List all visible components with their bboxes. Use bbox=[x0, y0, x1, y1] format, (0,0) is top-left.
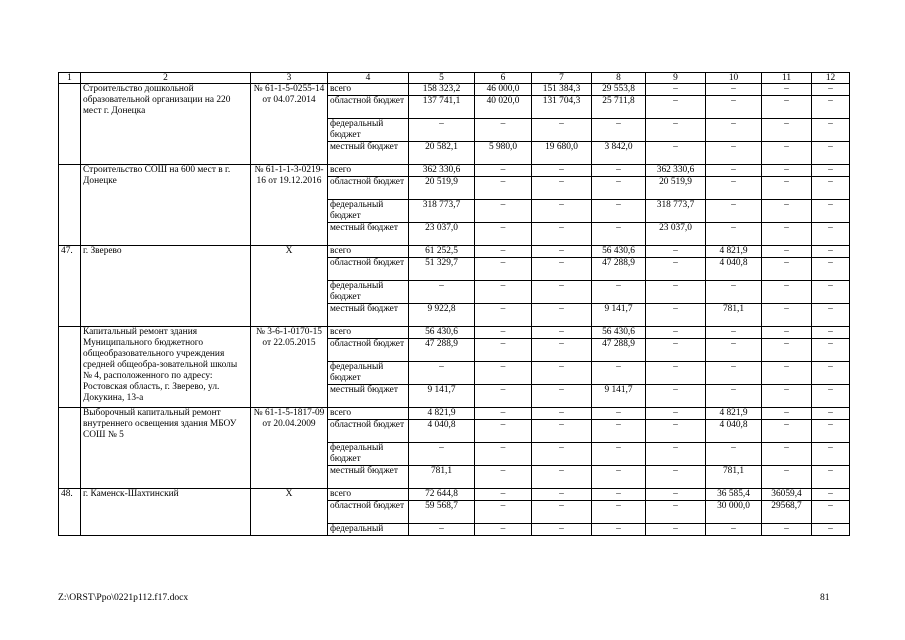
value-cell: 29 553,8 bbox=[592, 84, 646, 96]
value-cell: – bbox=[812, 165, 850, 177]
object-name: Выборочный капитальный ремонт внутреннего освещения здания МБОУ СОШ № 5 bbox=[81, 408, 251, 489]
value-cell: – bbox=[475, 489, 532, 501]
value-cell: 9 141,7 bbox=[409, 385, 475, 408]
value-cell: – bbox=[762, 142, 812, 165]
value-cell: – bbox=[812, 96, 850, 119]
value-cell: – bbox=[706, 339, 762, 362]
value-cell: 56 430,6 bbox=[592, 246, 646, 258]
value-cell: – bbox=[592, 165, 646, 177]
value-cell: – bbox=[592, 443, 646, 466]
value-cell: – bbox=[532, 501, 592, 524]
value-cell: 3 842,0 bbox=[592, 142, 646, 165]
value-cell: – bbox=[646, 119, 706, 142]
value-cell: – bbox=[532, 443, 592, 466]
value-cell: – bbox=[762, 339, 812, 362]
value-cell: – bbox=[812, 177, 850, 200]
row-number bbox=[59, 165, 81, 246]
value-cell: – bbox=[592, 119, 646, 142]
value-cell: 23 037,0 bbox=[646, 223, 706, 246]
value-cell: – bbox=[646, 420, 706, 443]
value-cell: – bbox=[762, 223, 812, 246]
value-cell: – bbox=[475, 327, 532, 339]
table-row bbox=[59, 489, 850, 501]
value-cell: 318 773,7 bbox=[646, 200, 706, 223]
document-ref: № 61-1-5-0255-14 от 04.07.2014 bbox=[251, 84, 328, 165]
value-cell: – bbox=[646, 466, 706, 489]
value-cell: – bbox=[812, 501, 850, 524]
value-cell: – bbox=[532, 281, 592, 304]
value-cell: – bbox=[646, 246, 706, 258]
value-cell: – bbox=[592, 281, 646, 304]
header-cell: 11 bbox=[762, 73, 812, 84]
value-cell: – bbox=[532, 408, 592, 420]
value-cell: – bbox=[646, 258, 706, 281]
value-cell: – bbox=[646, 339, 706, 362]
value-cell: – bbox=[475, 165, 532, 177]
value-cell: – bbox=[592, 200, 646, 223]
value-cell: – bbox=[646, 327, 706, 339]
value-cell: – bbox=[706, 165, 762, 177]
row-number bbox=[59, 408, 81, 489]
row-number: 48. bbox=[59, 489, 81, 536]
budget-category: всего bbox=[328, 246, 409, 258]
value-cell: 137 741,1 bbox=[409, 96, 475, 119]
header-cell: 7 bbox=[532, 73, 592, 84]
budget-category: областной бюджет bbox=[328, 96, 409, 119]
value-cell: – bbox=[532, 304, 592, 327]
value-cell: 19 680,0 bbox=[532, 142, 592, 165]
table-body bbox=[59, 73, 850, 536]
value-cell: – bbox=[812, 466, 850, 489]
value-cell: – bbox=[762, 420, 812, 443]
value-cell: – bbox=[475, 339, 532, 362]
value-cell: – bbox=[532, 200, 592, 223]
value-cell: – bbox=[812, 223, 850, 246]
value-cell: – bbox=[592, 177, 646, 200]
budget-category: местный бюджет bbox=[328, 385, 409, 408]
value-cell: – bbox=[532, 466, 592, 489]
header-cell: 9 bbox=[646, 73, 706, 84]
header-cell: 1 bbox=[59, 73, 81, 84]
value-cell: 318 773,7 bbox=[409, 200, 475, 223]
value-cell: – bbox=[475, 420, 532, 443]
budget-category: местный бюджет bbox=[328, 466, 409, 489]
value-cell: 36059,4 bbox=[762, 489, 812, 501]
value-cell: – bbox=[812, 281, 850, 304]
document-ref: X bbox=[251, 246, 328, 327]
value-cell: – bbox=[646, 489, 706, 501]
value-cell: 131 704,3 bbox=[532, 96, 592, 119]
value-cell: – bbox=[592, 466, 646, 489]
value-cell: – bbox=[812, 489, 850, 501]
header-cell: 5 bbox=[409, 73, 475, 84]
value-cell: – bbox=[812, 420, 850, 443]
object-name: Строительство дошкольной образовательной организации на 220 мест г. Донецка bbox=[81, 84, 251, 165]
value-cell: – bbox=[812, 119, 850, 142]
value-cell: 4 040,8 bbox=[706, 258, 762, 281]
footer-file-path: Z:\ORST\Ppo\0221p112.f17.docx bbox=[58, 592, 189, 603]
budget-category: всего bbox=[328, 489, 409, 501]
value-cell: – bbox=[812, 385, 850, 408]
value-cell: – bbox=[762, 327, 812, 339]
budget-category: всего bbox=[328, 408, 409, 420]
object-name: г. Каменск-Шахтинский bbox=[81, 489, 251, 536]
value-cell: – bbox=[592, 362, 646, 385]
value-cell: 56 430,6 bbox=[592, 327, 646, 339]
value-cell: 4 821,9 bbox=[706, 246, 762, 258]
budget-category: всего bbox=[328, 165, 409, 177]
value-cell: 20 582,1 bbox=[409, 142, 475, 165]
budget-category: областной бюджет bbox=[328, 501, 409, 524]
value-cell: – bbox=[762, 246, 812, 258]
value-cell: 29568,7 bbox=[762, 501, 812, 524]
budget-category: федеральный бюджет bbox=[328, 362, 409, 385]
value-cell: – bbox=[646, 524, 706, 536]
value-cell: 40 020,0 bbox=[475, 96, 532, 119]
value-cell: – bbox=[762, 408, 812, 420]
value-cell: 9 922,8 bbox=[409, 304, 475, 327]
value-cell: 25 711,8 bbox=[592, 96, 646, 119]
value-cell: – bbox=[812, 443, 850, 466]
value-cell: – bbox=[812, 524, 850, 536]
value-cell: – bbox=[706, 223, 762, 246]
value-cell: – bbox=[475, 362, 532, 385]
value-cell: – bbox=[592, 408, 646, 420]
value-cell: – bbox=[762, 200, 812, 223]
value-cell: 51 329,7 bbox=[409, 258, 475, 281]
value-cell: – bbox=[812, 246, 850, 258]
header-cell: 12 bbox=[812, 73, 850, 84]
value-cell: – bbox=[532, 420, 592, 443]
value-cell: 36 585,4 bbox=[706, 489, 762, 501]
value-cell: 72 644,8 bbox=[409, 489, 475, 501]
value-cell: – bbox=[762, 165, 812, 177]
value-cell: – bbox=[706, 119, 762, 142]
value-cell: 4 040,8 bbox=[409, 420, 475, 443]
value-cell: – bbox=[475, 246, 532, 258]
value-cell: – bbox=[475, 501, 532, 524]
value-cell: 362 330,6 bbox=[646, 165, 706, 177]
value-cell: – bbox=[646, 304, 706, 327]
value-cell: 61 252,5 bbox=[409, 246, 475, 258]
value-cell: – bbox=[409, 443, 475, 466]
budget-category: всего bbox=[328, 84, 409, 96]
value-cell: – bbox=[475, 200, 532, 223]
budget-category: всего bbox=[328, 327, 409, 339]
row-number bbox=[59, 327, 81, 408]
value-cell: – bbox=[475, 304, 532, 327]
value-cell: – bbox=[475, 177, 532, 200]
value-cell: – bbox=[646, 385, 706, 408]
value-cell: – bbox=[706, 327, 762, 339]
value-cell: 4 821,9 bbox=[706, 408, 762, 420]
value-cell: 47 288,9 bbox=[409, 339, 475, 362]
value-cell: – bbox=[706, 84, 762, 96]
value-cell: – bbox=[762, 281, 812, 304]
value-cell: – bbox=[532, 177, 592, 200]
budget-category: федеральный бюджет bbox=[328, 281, 409, 304]
value-cell: – bbox=[706, 524, 762, 536]
value-cell: – bbox=[812, 362, 850, 385]
value-cell: – bbox=[532, 119, 592, 142]
document-ref: № 61-1-1-3-0219-16 от 19.12.2016 bbox=[251, 165, 328, 246]
value-cell: – bbox=[706, 443, 762, 466]
value-cell: 158 323,2 bbox=[409, 84, 475, 96]
value-cell: – bbox=[762, 385, 812, 408]
value-cell: – bbox=[646, 96, 706, 119]
header-cell: 6 bbox=[475, 73, 532, 84]
budget-category: федеральный bbox=[328, 524, 409, 536]
value-cell: – bbox=[762, 258, 812, 281]
value-cell: – bbox=[592, 489, 646, 501]
table-row bbox=[59, 246, 850, 258]
value-cell: – bbox=[409, 524, 475, 536]
value-cell: – bbox=[475, 408, 532, 420]
value-cell: 47 288,9 bbox=[592, 339, 646, 362]
value-cell: 362 330,6 bbox=[409, 165, 475, 177]
value-cell: – bbox=[532, 258, 592, 281]
value-cell: – bbox=[762, 524, 812, 536]
row-number: 47. bbox=[59, 246, 81, 327]
value-cell: – bbox=[812, 408, 850, 420]
value-cell: – bbox=[812, 339, 850, 362]
value-cell: 20 519,9 bbox=[646, 177, 706, 200]
budget-category: областной бюджет bbox=[328, 420, 409, 443]
budget-category: областной бюджет bbox=[328, 339, 409, 362]
value-cell: – bbox=[409, 119, 475, 142]
value-cell: 23 037,0 bbox=[409, 223, 475, 246]
value-cell: – bbox=[475, 443, 532, 466]
value-cell: – bbox=[762, 119, 812, 142]
budget-table bbox=[58, 72, 850, 536]
value-cell: – bbox=[812, 142, 850, 165]
value-cell: – bbox=[812, 200, 850, 223]
value-cell: – bbox=[762, 177, 812, 200]
value-cell: – bbox=[532, 165, 592, 177]
budget-category: федеральный бюджет bbox=[328, 443, 409, 466]
value-cell: 30 000,0 bbox=[706, 501, 762, 524]
row-number bbox=[59, 84, 81, 165]
value-cell: 781,1 bbox=[409, 466, 475, 489]
value-cell: – bbox=[592, 420, 646, 443]
value-cell: 59 568,7 bbox=[409, 501, 475, 524]
value-cell: 47 288,9 bbox=[592, 258, 646, 281]
table-row bbox=[59, 165, 850, 177]
value-cell: – bbox=[706, 362, 762, 385]
budget-category: областной бюджет bbox=[328, 258, 409, 281]
value-cell: – bbox=[532, 327, 592, 339]
value-cell: 5 980,0 bbox=[475, 142, 532, 165]
object-name: Капитальный ремонт здания Муниципального бюджетного общеобразовательного учреждения средней общеобра-зовательной школы № 4, расположенного по адресу: Ростовская область, г. Зверево, ул. Докукина, 13-а bbox=[81, 327, 251, 408]
value-cell: – bbox=[812, 327, 850, 339]
value-cell: – bbox=[762, 96, 812, 119]
value-cell: – bbox=[762, 362, 812, 385]
value-cell: – bbox=[706, 200, 762, 223]
value-cell: – bbox=[762, 304, 812, 327]
value-cell: – bbox=[812, 84, 850, 96]
table-row bbox=[59, 327, 850, 339]
value-cell: – bbox=[532, 339, 592, 362]
value-cell: – bbox=[475, 223, 532, 246]
value-cell: – bbox=[762, 443, 812, 466]
value-cell: – bbox=[762, 466, 812, 489]
document-ref: X bbox=[251, 489, 328, 536]
header-cell: 3 bbox=[251, 73, 328, 84]
value-cell: – bbox=[532, 489, 592, 501]
value-cell: – bbox=[475, 385, 532, 408]
budget-category: местный бюджет bbox=[328, 304, 409, 327]
value-cell: 781,1 bbox=[706, 466, 762, 489]
budget-category: областной бюджет bbox=[328, 177, 409, 200]
table-row bbox=[59, 84, 850, 96]
value-cell: 4 040,8 bbox=[706, 420, 762, 443]
value-cell: 4 821,9 bbox=[409, 408, 475, 420]
value-cell: – bbox=[812, 258, 850, 281]
document-ref: № 3-6-1-0170-15 от 22.05.2015 bbox=[251, 327, 328, 408]
value-cell: 9 141,7 bbox=[592, 304, 646, 327]
value-cell: – bbox=[532, 362, 592, 385]
value-cell: – bbox=[475, 524, 532, 536]
header-cell: 2 bbox=[81, 73, 251, 84]
value-cell: – bbox=[646, 501, 706, 524]
value-cell: 781,1 bbox=[706, 304, 762, 327]
value-cell: – bbox=[592, 524, 646, 536]
value-cell: – bbox=[646, 84, 706, 96]
header-cell: 4 bbox=[328, 73, 409, 84]
value-cell: – bbox=[646, 142, 706, 165]
value-cell: – bbox=[475, 281, 532, 304]
value-cell: – bbox=[646, 443, 706, 466]
value-cell: – bbox=[532, 524, 592, 536]
document-ref: № 61-1-5-1817-09 от 20.04.2009 bbox=[251, 408, 328, 489]
header-row bbox=[59, 73, 850, 84]
header-cell: 10 bbox=[706, 73, 762, 84]
value-cell: – bbox=[706, 281, 762, 304]
header-cell: 8 bbox=[592, 73, 646, 84]
budget-category: федеральный бюджет bbox=[328, 119, 409, 142]
value-cell: – bbox=[812, 304, 850, 327]
value-cell: – bbox=[532, 385, 592, 408]
value-cell: – bbox=[646, 408, 706, 420]
budget-category: местный бюджет bbox=[328, 142, 409, 165]
budget-category: федеральный бюджет bbox=[328, 200, 409, 223]
value-cell: – bbox=[706, 385, 762, 408]
value-cell: – bbox=[532, 223, 592, 246]
value-cell: 9 141,7 bbox=[592, 385, 646, 408]
value-cell: 46 000,0 bbox=[475, 84, 532, 96]
value-cell: – bbox=[532, 246, 592, 258]
value-cell: – bbox=[592, 501, 646, 524]
value-cell: – bbox=[409, 362, 475, 385]
value-cell: – bbox=[646, 281, 706, 304]
value-cell: – bbox=[592, 223, 646, 246]
value-cell: – bbox=[706, 96, 762, 119]
table-row bbox=[59, 408, 850, 420]
object-name: Строительство СОШ на 600 мест в г. Донецке bbox=[81, 165, 251, 246]
value-cell: – bbox=[409, 281, 475, 304]
value-cell: – bbox=[706, 142, 762, 165]
value-cell: 151 384,3 bbox=[532, 84, 592, 96]
page-number: 81 bbox=[820, 592, 830, 603]
value-cell: 20 519,9 bbox=[409, 177, 475, 200]
value-cell: – bbox=[475, 258, 532, 281]
value-cell: 56 430,6 bbox=[409, 327, 475, 339]
value-cell: – bbox=[646, 362, 706, 385]
object-name: г. Зверево bbox=[81, 246, 251, 327]
value-cell: – bbox=[475, 466, 532, 489]
value-cell: – bbox=[475, 119, 532, 142]
budget-category: местный бюджет bbox=[328, 223, 409, 246]
value-cell: – bbox=[706, 177, 762, 200]
value-cell: – bbox=[762, 84, 812, 96]
